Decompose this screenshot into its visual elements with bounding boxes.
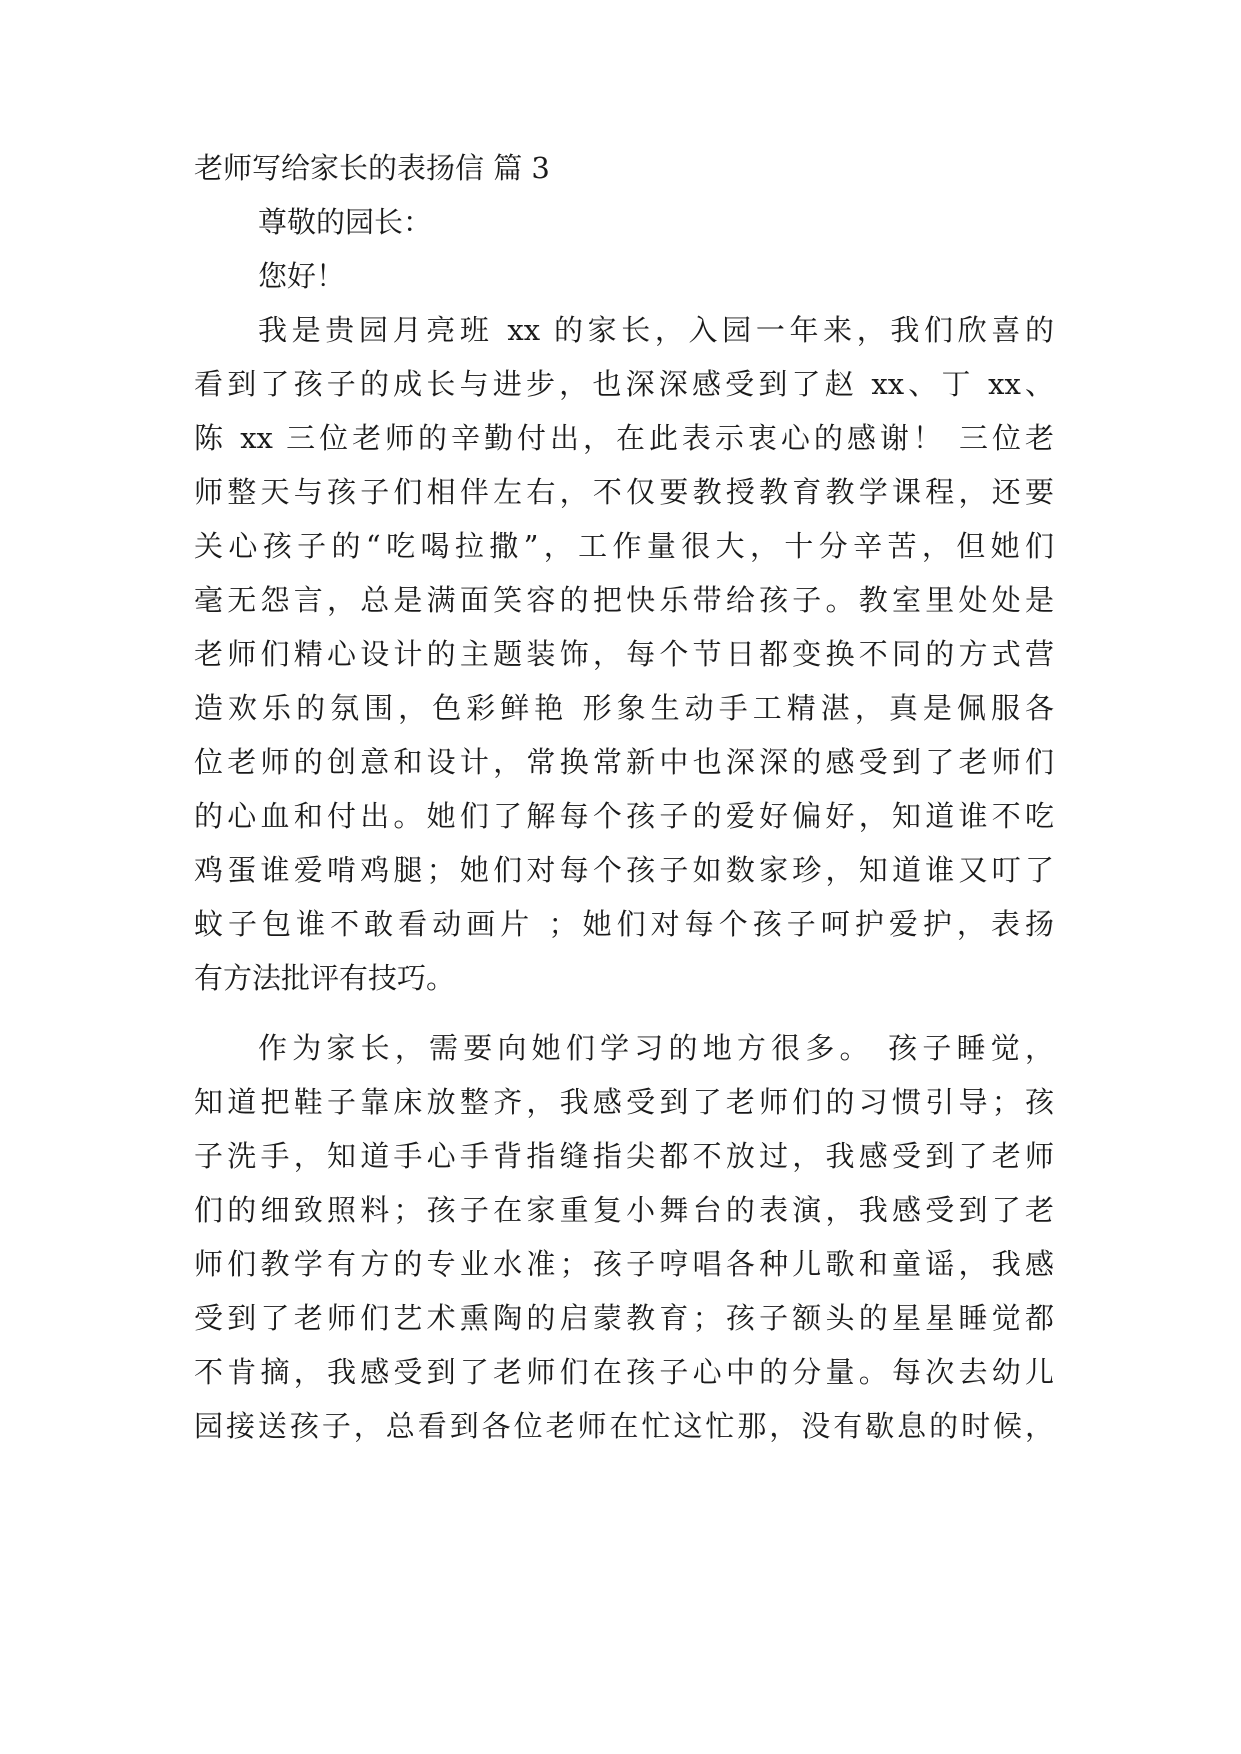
paragraph-line: 陈 xx 三位老师的辛勤付出，在此表示衷心的感谢！ 三位老 bbox=[194, 421, 1054, 455]
paragraph-line: 毫无怨言，总是满面笑容的把快乐带给孩子。教室里处处是 bbox=[194, 583, 1054, 617]
paragraph-line: 看到了孩子的成长与进步，也深深感受到了赵 xx、丁 xx、 bbox=[194, 367, 1054, 401]
paragraph-line: 位老师的创意和设计，常换常新中也深深的感受到了老师们 bbox=[194, 745, 1054, 779]
paragraph-line: 关心孩子的“吃喝拉撒”，工作量很大，十分辛苦，但她们 bbox=[194, 529, 1054, 563]
paragraph-line: 有方法批评有技巧。 bbox=[194, 961, 456, 995]
paragraph-line: 受到了老师们艺术熏陶的启蒙教育；孩子额头的星星睡觉都 bbox=[194, 1301, 1054, 1335]
paragraph-line: 作为家长，需要向她们学习的地方很多。 孩子睡觉， bbox=[258, 1031, 1054, 1065]
paragraph-line: 师们教学有方的专业水准；孩子哼唱各种儿歌和童谣，我感 bbox=[194, 1247, 1054, 1281]
paragraph-line: 鸡蛋谁爱啃鸡腿；她们对每个孩子如数家珍，知道谁又叮了 bbox=[194, 853, 1054, 887]
paragraph-line: 老师们精心设计的主题装饰，每个节日都变换不同的方式营 bbox=[194, 637, 1054, 671]
paragraph-line: 造欢乐的氛围，色彩鲜艳 形象生动手工精湛，真是佩服各 bbox=[194, 691, 1054, 725]
paragraph-line: 的心血和付出。她们了解每个孩子的爱好偏好，知道谁不吃 bbox=[194, 799, 1054, 833]
paragraph-line: 我是贵园月亮班 xx 的家长，入园一年来，我们欣喜的 bbox=[258, 313, 1054, 347]
paragraph-line: 们的细致照料；孩子在家重复小舞台的表演，我感受到了老 bbox=[194, 1193, 1054, 1227]
paragraph-line: 蚊子包谁不敢看动画片 ；她们对每个孩子呵护爱护，表扬 bbox=[194, 907, 1054, 941]
paragraph-line: 不肯摘，我感受到了老师们在孩子心中的分量。每次去幼儿 bbox=[194, 1355, 1054, 1389]
greeting: 您好！ bbox=[258, 259, 346, 293]
salutation: 尊敬的园长： bbox=[258, 205, 433, 239]
paragraph-line: 子洗手，知道手心手背指缝指尖都不放过，我感受到了老师 bbox=[194, 1139, 1054, 1173]
document-page bbox=[194, 0, 1054, 1754]
document-title: 老师写给家长的表扬信 篇 3 bbox=[194, 151, 550, 185]
paragraph-line: 知道把鞋子靠床放整齐，我感受到了老师们的习惯引导；孩 bbox=[194, 1085, 1054, 1119]
paragraph-line: 师整天与孩子们相伴左右，不仅要教授教育教学课程，还要 bbox=[194, 475, 1054, 509]
paragraph-line: 园接送孩子，总看到各位老师在忙这忙那，没有歇息的时候， bbox=[194, 1409, 1054, 1443]
